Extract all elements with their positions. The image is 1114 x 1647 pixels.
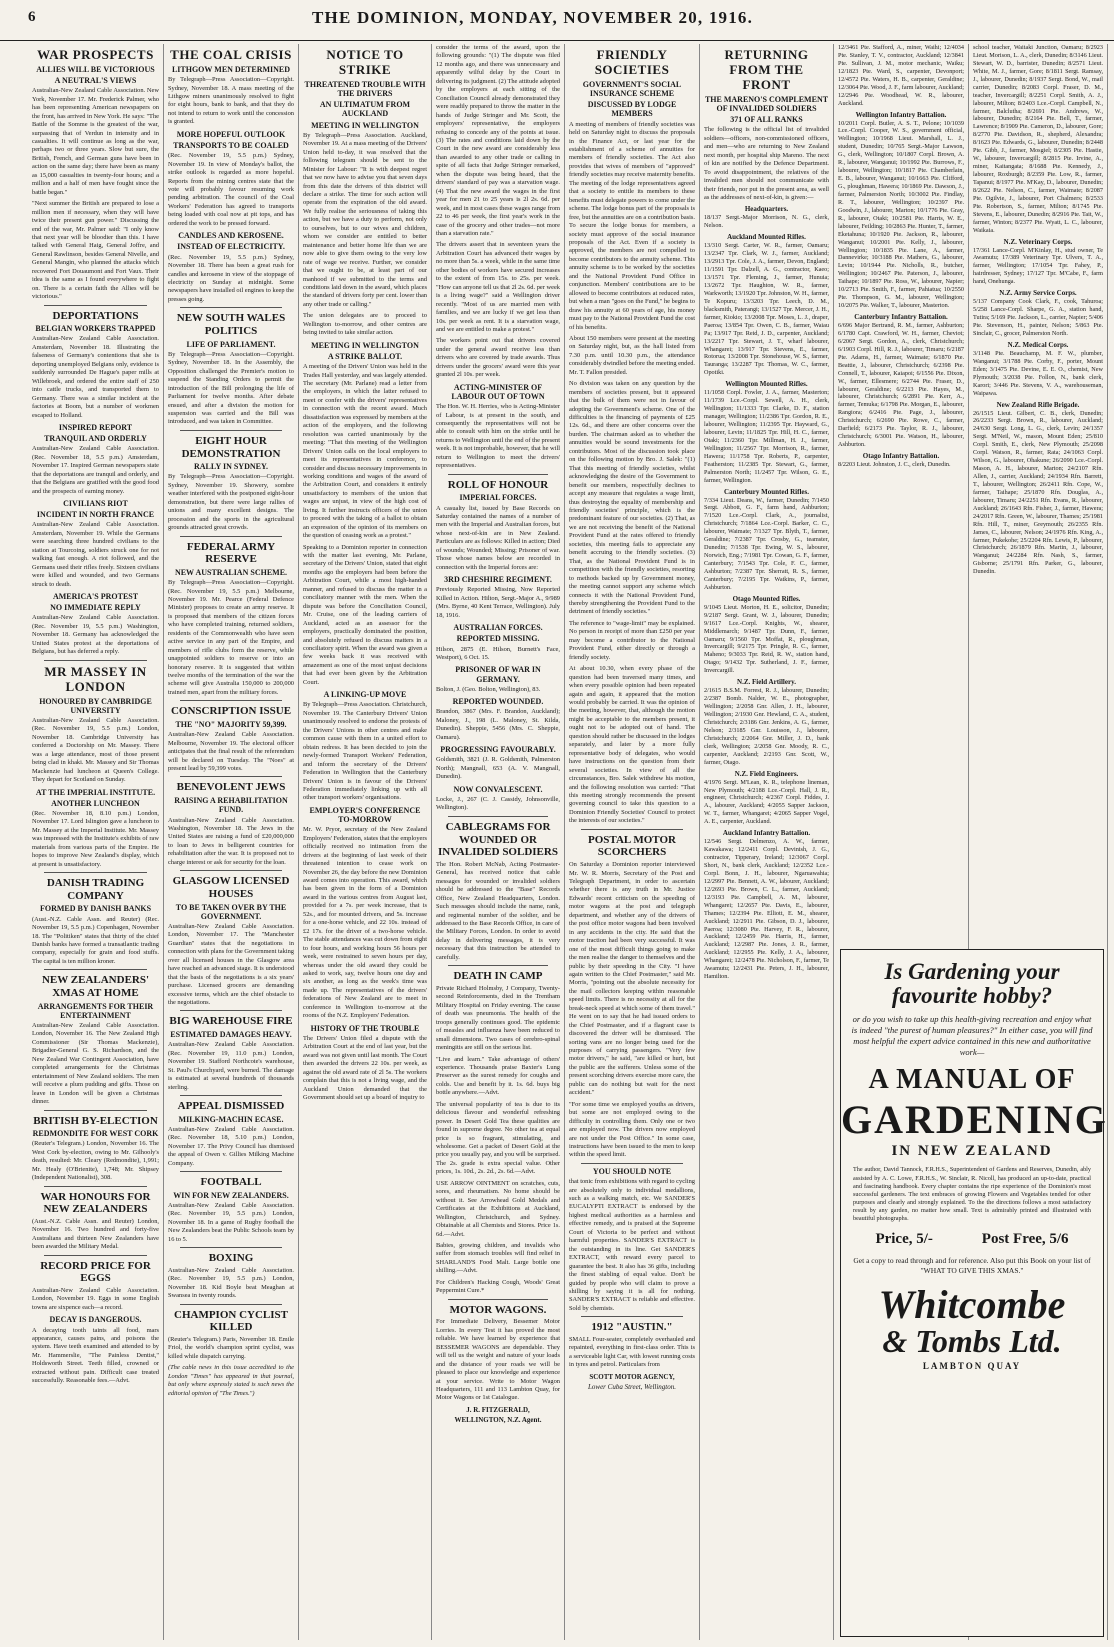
ad-title-manual: A MANUAL OF — [868, 1064, 1076, 1096]
unit-heading: N.Z. Army Service Corps. — [999, 289, 1077, 298]
unit-heading: Wellington Mounted Rifles. — [725, 380, 808, 389]
article-text: A meeting of the Drivers' Union was held in the Trades Hall yesterday, and was largely attended. The secretary (Mr. Parlane) read a letter from the employers, in which the latter refused to meet or confer with the drivers' representatives in connection with the recent award. Much dissatisfaction was expressed by members at the action of the employers, and the following resolution was carried unanimously by the meeting: "That this meeting of the Wellington Drivers' Union calls on the local employers to meet its representatives in conference, to consider and discuss necessary improvements in working conditions and wages of the award of the Arbitration Court, and considers it entirely unsatisfactory to members of the union that wages are unjust, in view of the high cost of living. It further instructs officers of the union to proceed with the taking of a ballot to obtain an expression of the opinion of its members on the question of ceasing work as a protest." — [303, 363, 427, 540]
headline: FOOTBALL — [200, 1176, 262, 1189]
divider — [180, 870, 282, 871]
subheadline: REDMONDITE FOR WEST CORK — [32, 1129, 159, 1139]
subheadline: LITHGOW MEN DETERMINED — [171, 64, 291, 74]
subheadline: REPORTED MISSING. — [456, 634, 540, 644]
column-3 — [299, 44, 432, 1640]
article-text: "Next summer the British are prepared to lose a million men if necessary, when they will have twice their present gun power." Discussing the end of the war, Mr. Palmer said: "I only know that next year will be bloodier than this. I have talked with General Haig, General Joffre, and General Rawlinson, besides General Nivelle, and General Mangin, who planned the attacks which recovered Fort Douaumont and Fort Vaux. Their idea is the same as I found everywhere to fight on. There is a certain faith the Allies will be victorious." — [32, 200, 159, 301]
divider — [448, 1299, 548, 1300]
casualty-list: 3/1148 Pte. Beauchamp, M. F. W., plumber, Wanganui; 3/1788 Pte. Corby, F., porter, Mount Eden; 3/1475 Pte. Devine, E. E. O., chemist, New Plymouth; 3/2038 Pte. Follon, N., bank clerk, Karori; 3/446 Pte. Stevens, V. A., warehouseman, Waipawa. — [973, 349, 1103, 397]
subheadline: THE "NO" MAJORITY 59,399. — [175, 720, 287, 730]
article-text: Australian-New Zealand Cable Association. Amsterdam, November 19. While the Germans were searching three hundred civilians to the station at Tourcoing, soldiers struck one for not walking fast enough. A riot followed, and the Germans used their rifles freely. Sixteen civilians were killed and wounded, and two Germans struck to death. — [32, 521, 159, 588]
casualty-list: 17/361 Lance-Corpl. M'Kinlay, H., stud owner, Te Awamutu; 17/389 Veterinary Tpr. Ulvers, T. A., farmer, Wellington; 17/1054 Tpr. Fahey, P., hairdresser, Sydney; 17/127 Tpr. M'Cabe, F., farm hand, Onehunga. — [973, 246, 1103, 286]
divider — [44, 872, 147, 873]
casualty-list: 8/2203 Lieut. Johnston, J. C., clerk, Dunedin. — [838, 461, 951, 468]
article-text: A meeting of members of friendly societies was held on Saturday night to discuss the proposals in the Finance Act, or last year for the establishment of a scheme of annuities for members of friendly societies. The Act also provides that wives of members of "approved" friendly societies may receive maternity benefits. The meeting of the lodge representatives agreed that a society to entitle its members to these benefits must delegate powers to come under the scheme. The lodge bonus part of the proposals is free, but the annuities are on a contribution basis. To secure the lodge bonus for members, a society must approve of the social insurance proposals of the Act. Even if a society is approved, the members are not compelled to become contributors to the annuity scheme. This annuity scheme is to be worked by the societies and the National Provident Fund Office in conjunction. Members' contributions are to be allowed to become contributors at reduced rates, but when a man "goes on the Fund," he begins to draw his annuity at 60 years of age, his money must pay to the National Provident Fund the cost of his benefits. — [569, 120, 695, 331]
page-number: 6 — [28, 9, 36, 25]
article-text: Locke, J., 267 (C. J. Cassidy, Johnsonville, Wellington). — [436, 795, 560, 812]
subheadline: RAISING A REHABILITATION FUND. — [174, 796, 288, 815]
subheadline: ANOTHER LUNCHEON — [51, 798, 140, 808]
subheadline: REPORTED WOUNDED. — [452, 697, 544, 707]
gardening-advertisement — [840, 949, 1108, 1637]
headline: NOTICE TO STRIKE — [326, 47, 404, 77]
article-text: (Aust.-N.Z. Cable Assn. and Reuter) (Rec. November 19, 5.5 p.m.) Copenhagen, November 18. The "Politiken" states that thirty of the chief Danish banks have formed a transatlantic trading company, especially for grain and food stuffs. The capital is ten million kroner. — [32, 915, 159, 965]
article-text: (Rec. November 19, 5.5 p.m.) Sydney, November 19. In view of Monday's ballot, the strike outlook is regarded as more hopeful. Reports from the mining centres state that the vote will probably favour resuming work pending arbitration. The council of the Coal Workers' Federation has agreed to transports being loaded with coal now at pit tops, and has ordered the work to be pressed forward. — [168, 152, 294, 227]
subheadline: 3RD CHESHIRE REGIMENT. — [444, 575, 552, 585]
subheadline: MILKING-MACHIN ECASE. — [178, 1114, 284, 1124]
subheadline: HISTORY OF THE TROUBLE — [310, 1023, 420, 1033]
article-text: A casualty list, issued by Base Records on Saturday contained the names of a number of men with the Imperial and Australian forces, but whose next-of-kin are in New Zealand. Particulars are as follows: Killed in action; Died of wounds; Wounded; Missing; Prisoner of war. Those whose names below are recorded in connection with the Imperial forces are: — [436, 504, 560, 571]
article-text: (Reuter's Telegram.) Paris, November 18. Emile Friol, the world's champion sprint cyclist, was killed while dispatch carrying. — [168, 1335, 294, 1360]
article-text: (Rec. November 19, 5.5 p.m.) Sydney, November 18. There has been a great rush for candles and kerosene in view of the stoppage of electricity on Sunday at midnight. Some newspapers have installed oil engines to keep the presses going. — [168, 253, 294, 303]
subheadline: INSTEAD OF ELECTRICITY. — [177, 242, 285, 252]
advertisement-text: Babies, growing children, and invalids who suffer from stomach troubles will find relief in SHARLAND'S Food Malt. Large bottle one shilling.—Advt. — [436, 1242, 560, 1275]
headline: WAR HONOURS FOR NEW ZEALANDERS — [40, 1190, 151, 1216]
advertisement-text: For Children's Hacking Cough, Woods' Great Peppermint Cure.* — [436, 1278, 560, 1295]
article-text: The drivers assert that in seventeen years the Arbitration Court has advanced their wages by no more than 5s. a week, while in the same time other bodies of workers have secured increases to the extent of from 15s. to 25s. per week. "How can anyone tell us that 2l 2s. 6d. per week is a living wage?" said a Wellington driver recently. "Most of us are married men with families, and we are lucky if we get less than 10s. per week as rent. It is a starvation wage, and we are entitled to make a protest." — [436, 241, 560, 333]
subheadline: A LINKING-UP MOVE — [323, 690, 407, 700]
headline: CONSCRIPTION ISSUE — [170, 705, 292, 718]
article-text: consider the terms of the award, upon the following grounds: "(1) The dispute was filed 12 months ago, and there was unnecessary and apparently wilful delay by the Court in delivering its judgment. (2) The attitude adopted by the employers at each sitting of the Conciliation Council already demonstrated they were readily prepared to throw the matter in the hands of Judge Stringer and Mr. Scott, the employers' representative, the employers refusing to concede any of the points at issue. (3) The rates and conditions laid down by the Court in the new award are considerably less than awarded to any other trade or calling in spite of all facts that Judge Stringer remarked, when the dispute was being heard, that the drivers' standard of pay was a starvation wage. (4) That the new award the wages in the first year for men 21 to 25 years is 2l 2s. 6d. per week, and in most cases these wages range from 22 to 46 per week, the first year's work in the case of the grocery and other trades—not more than a starvation rate." — [436, 44, 560, 237]
masthead — [0, 0, 1114, 41]
subheadline: FORMED BY DANISH BANKS — [39, 904, 152, 914]
divider — [581, 1163, 683, 1164]
subheadline: IMPERIAL FORCES. — [459, 493, 537, 503]
casualty-list: 9/1045 Lieut. Morton, H. E., solicitor, Dunedin; 9/2187 Sergt. Grant, W. J., labourer, Dunedin; 9/1617 Lce.-Corpl. Knights, W., shearer, Middlemarch; 9/1487 Tpr. Dunn, F., farmer, Oamaru; 9/1560 Tpr. Moffat, R., ploughman, Invercargill; 9/2175 Tpr. Pringle, R. C., farmer, Maheno; 9/3033 Tpr. Reid, R. W., station hand, Otago; 9/1432 Tpr. Sutherland, J. F., farmer, Invercargill. — [704, 603, 829, 675]
advertisement-text: For Immediate Delivery, Bessemer Motor Lorries. In every Test it has proved the most reliable. We have learned by experience that BESSEMER WAGONS are dependable. They will tell us the weight and nature of your loads and the distance of your roads we will be pleased to place our knowledge and experience at your service. Write to Motor Wagon Headquarters, 111 and 113 Lambton Quay, for Motor Wagons or 1st Catalogue. — [436, 1318, 560, 1402]
casualty-list: 12/546 Sergt. Delmenzo, A. W., farmer, Kawakawa; 12/2411 Corpl. Devinish, J. G., contractor, Tipperary, Ireland; 12/3067 Corpl. Short, N., bank clerk, Auckland; 12/2352 Lce.-Corpl. Bonn, J. H., labourer, Ngaruawahia; 12/2997 Pte. Bennett, A. W., labourer, Auckland; 12/2693 Pte. Brown, C. L., farmer, Auckland; 12/3193 Pte. Campbell, A. M., labourer, Whangarei; 12/2657 Pte. Davis, E., labourer, Thames; 12/2394 Pte. Elliott, E. M., shearer, Auckland; 12/2911 Pte. Gibson, D. J., labourer, Paeroa; 12/3080 Pte. Harvey, F. R., labourer, Auckland; 12/2459 Pte. Harris, H., farmer, Auckland; 12/2987 Pte. Jones, J. R., farmer, Auckland; 12/2955 Pte. Kelly, J. A., labourer, Whangarei; 12/2478 Pte. Nicholson, F., farmer, Te Awamutu; 12/2431 Pte. Peters, J. H., labourer, Hamilton. — [704, 838, 829, 981]
unit-heading: Wellington Infantry Battalion. — [855, 110, 947, 119]
divider — [180, 307, 282, 308]
subheadline: DISCUSSED BY LODGE MEMBERS — [587, 100, 677, 119]
unit-heading: Canterbury Infantry Battalion. — [854, 313, 948, 321]
headline: FEDERAL ARMY RESERVE — [186, 540, 276, 566]
headline: RECORD PRICE FOR EGGS — [40, 1259, 151, 1285]
casualty-list: 4/1976 Sergt. M'Lean, K. R., telephone lineman, New Plymouth; 4/2188 Lce.-Corpl. Hall, J. R., engineer, Christchurch; 4/2367 Corpl. Fiddes, J. A., labourer, Auckland; 4/2055 Sapper Jackson, W. T., farmer, Whangarei; 4/2065 Sapper Vogel, A. E., carpenter, Auckland. — [704, 778, 829, 826]
subheadline: GOVERNMENT'S SOCIAL INSURANCE SCHEME — [582, 79, 682, 99]
headline: CHAMPION CYCLIST KILLED — [174, 1308, 288, 1334]
divider — [180, 700, 282, 701]
article-text: No division was taken on any question by the members of societies present, but it appeared that the bulk of them were not in favour of adopting the Government's scheme. One of the difficulties is the financing of payments of £25 12s. 6d., and there are other concerns over the burden. The chairman asked as to whether the annuities would be sound investments for the contributors. Most of the discussion took place on the following motion by Bro. J. Salek: "(1) That this meeting of friendly societies, whilst acknowledging the desire of the Government to benefit our members, respectfully declines to accept any measure that regulates a wage limit, thus destroying the equality of membership and friendly societies' principle, which is the predominant feature of our societies. (2) That, as we are not receiving the benefit of the National Provident Fund at the rates offered to friendly societies, this meeting fails to appreciate any benefit accruing to the friendly societies. (3) That, as the National Provident Fund is in competition with the friendly societies, resorting to methods backed up by Government money, the meeting cannot support any scheme which connects it with the National Provident Fund, thereby strengthening the Provident Fund to the detriment of friendly societies." — [569, 380, 695, 616]
article-text: Brandon, 3867 (Mrs. F. Brandon, Auckland); Maloney, J., 198 (L. Maloney, St. Kilda, Dunedin). Sheppie, 5456 (Mrs. C. Sheppie, Oamaru). — [436, 708, 560, 741]
divider — [180, 1247, 282, 1248]
article-text: Bolton, J. (Geo. Bolton, Wellington), 83. — [436, 685, 541, 693]
subheadline: MORE HOPEFUL OUTLOOK — [176, 129, 286, 139]
ad-postage: Post Free, 5/6 — [981, 1230, 1069, 1247]
headline: DEATH IN CAMP — [453, 970, 543, 983]
headline: EIGHT HOUR DEMONSTRATION — [181, 434, 281, 460]
casualty-list: 13/310 Sergt. Carter, W. R., farmer, Oamaru; 13/2347 Tpr. Clark, W. J., farmer, Auckland; 13/2913 Tpr. Cole, J. A., farmer, Devon, England; 11/1591 Tpr. Dalzell, A. G., contractor, Kaeo; 13/1571 Tpr. Fleming, J., farmer, Hunuia; 13/2672 Tpr. Haughton, W. R., farmer, Warkworth; 13/1920 Tpr. Johnston, W. H., farmer, Te Kopuru; 13/3203 Tpr. Leech, D. M., blacksmith, Paterangi; 13/1527 Tpr. Mercer, J. H., farmer, Kiokio; 13/2008 Tpr. Moses, L. J., draper, Paeroa; 13/854 Tpr. Owen, C. B., farmer, Waiau Pa; 13/917 Tpr. Reid, J. D., carpenter, Auckland; 13/2217 Tpr. Stewart, J. T., wharf labourer, Whangarei; 13/917 Tpr. Stevens, E., farmer, Rotorua; 13/2008 Tpr. Stonehouse, W. S., farmer, Tauranga; 13/2287 Tpr. Thomas, W. C., farmer, Opotiki. — [704, 242, 829, 377]
article-text: Australian-New Zealand Cable Association. (Rec. November 18, 5.5 p.m.) Amsterdam, November 17. Inspired German newspapers state that the deportations are tranquil and orderly, and that the Belgians are gratified with the good food and the prospects of earning money. — [32, 445, 159, 495]
subheadline: PRISONER OF WAR IN GERMANY. — [455, 665, 541, 684]
article-text: The following is the official list of invalided soldiers—officers, non-commissioned officers, and men—who are returning to New Zealand next month, per hospital ship Mareno. The next of kin are notified by the Defence Department. To avoid disappointment, the relatives of the invalided men should not communicate with their friends, nor put in the present area, as well as the addresses of next-of-kin, is given:— — [704, 126, 829, 201]
divider — [44, 1255, 147, 1256]
article-text: About 150 members were present at the meeting on Saturday night, but, as the hall listed from 7.30 p.m. until 10.30 p.m., the attendance considerably dwindled before the meeting ended. Mr. T. Fallon presided. — [569, 334, 695, 376]
casualty-list: 7/334 Lieut. Deans, W., farmer, Dunedin; 7/1450 Sergt. Abbott, G. F., farm hand, Ashburton; 7/1520 Lce.-Corpl. Clark, A., journalist, Christchurch; 7/1864 Lce.-Corpl. Barker, C. C., labourer, Waimate; 7/1327 Tpr. Blyth, T., farmer, Geraldine; 7/2387 Tpr. Crosby, G., teamster, Dunedin; 7/1538 Tpr. Ewing, W. S., labourer, Norwich, Eng.; 7/1981 Tpr. Cowan, G. F., farmer, Canterbury; 7/1543 Tpr. Cole, F. C., farmer, Ashburton; 7/2387 Tpr. Sherratt, R. S., farmer, Canterbury; 7/2195 Tpr. Watkins, P., farmer, Ashburton. — [704, 496, 829, 591]
article-text: Australian-New Zealand Cable Association. (Rec. November 19, 5.5 p.m.) London, November 18. In a game of Rugby football the New Zealanders beat the Public Schools team by 16 to 5. — [168, 1201, 294, 1243]
article-text: By Telegraph—Press Association—Copyright. Sydney, November 18. A mass meeting of the Lithgow miners unanimously resolved to fight for eight hours, bank to bank, and that they do not intend to return to work until the concession is granted. — [168, 76, 294, 126]
subheadline: THREATENED TROUBLE WITH THE DRIVERS — [304, 79, 426, 99]
unit-heading: Auckland Mounted Rifles. — [727, 233, 806, 242]
subheadline: THE MARENO'S COMPLEMENT OF INVALIDED SOLDIERS — [704, 94, 829, 113]
headline: ROLL OF HONOUR — [447, 478, 549, 491]
headline: RETURNING FROM THE FRONT — [724, 47, 809, 92]
headline: NEW ZEALANDERS' XMAS AT HOME — [41, 974, 150, 999]
ad-agent-name: J. R. FITZGERALD, — [466, 1405, 530, 1414]
column-6 — [700, 44, 834, 1640]
subheadline: EMPLOYER'S CONFERENCE TO-MORROW — [309, 805, 421, 825]
subheadline: WIN FOR NEW ZEALANDERS. — [173, 1190, 289, 1200]
unit-heading: N.Z. Field Artillery. — [737, 678, 796, 687]
headline: POSTAL MOTOR SCORCHERS — [588, 833, 676, 859]
subheadline: AT THE IMPERIAL INSTITUTE. — [35, 787, 156, 797]
divider — [44, 660, 147, 661]
ad-headline: YOU SHOULD NOTE — [592, 1166, 672, 1176]
unit-heading: N.Z. Field Engineers. — [734, 769, 799, 778]
headline: DANISH TRADING COMPANY — [46, 877, 145, 902]
divider — [44, 969, 147, 970]
casualty-list: 12/3461 Pte. Stafford, A., miner, Waihi; 12/4034 Pte. Stanley, T. V., contractor, Auckland; 12/3841 Pte. Sullivan, J. M., motor mechanic, Waiku; 12/1823 Pte. Ward, S., carpenter, Devonport; 12/4572 Pte. Waters, H. B., carpenter, Geraldine; 12/3064 Pte. Wood, J. F., farm labourer, Auckland; 12/2946 Pte. Woodhead, W. R., labourer, Auckland. — [838, 44, 964, 107]
ad-title-nz: IN NEW ZEALAND — [891, 1143, 1053, 1160]
unit-heading: Headquarters. — [744, 205, 789, 214]
article-text: Australian-New Zealand Cable Association. (Rec. November 19, 5.5 p.m.) London, November 18. Cambridge University has conferred a Doctorship on Mr. Massey. There was a large attendance, most of those present being clad in khaki. Mr. Massey and Sir Thomas Mackenzie had luncheon at Queen's College. They depart for Scotland on Sunday. — [32, 716, 159, 784]
casualty-list: 11/1058 Corpl. Fowler, J. A., farmer, Masterton; 11/1739 Lce.-Corpl. Sewell, A. H., clerk, Wellington; 11/1333 Tpr. Clarke, D. F., station manager, Wellington; 11/2386 Tpr. Gordon, R. E., labourer, Wellington; 11/2395 Tpr. Hayward, G., labourer, Levin; 11/1825 Tpr. Hill, H. C., farmer, Otaki; 11/2360 Tpr. Millman, H. J., farmer, Wellington; 11/2567 Tpr. Morrison, R., farmer, Hawera; 11/1758 Tpr. Roberts, P., carpenter, Featherston; 11/2385 Tpr. Stewart, G., farmer, Palmerston North; 11/2457 Tpr. Wilson, G. E., farmer, Wellington. — [704, 389, 829, 484]
subheadline: ESTIMATED DAMAGES HEAVY. — [170, 1030, 292, 1040]
headline: BIG WAREHOUSE FIRE — [169, 1015, 293, 1028]
divider — [581, 1316, 683, 1317]
ad-headline: 1912 "AUSTIN." — [591, 1321, 673, 1334]
article-text: Previously Reported Missing, Now Reported Killed in Action. Hilton, Sergt.-Major A., 9/989 (Mrs. Byrne, 40 Kent Terrace, Wellington). July 18, 1916. — [436, 586, 560, 619]
article-text: Australian-New Zealand Cable Association. London, November 16. The New Zealand High Commissioner (Sir Thomas Mackenzie), Brigadier-General G. S. Richardson, and the New Zealand War Contingent Association, have completed arrangements for the Christmas entertainment of New Zealand soldiers. The men will receive a plum pudding and gifts. Those on leave in London will be given a Christmas dinner. — [32, 1022, 159, 1106]
subheadline: AUSTRALIAN FORCES. — [453, 623, 543, 633]
unit-heading: Otago Infantry Battalion. — [862, 452, 940, 460]
divider — [180, 1171, 282, 1172]
advertisement-text: SMALL Four-seater, completely overhauled and repainted, everything in first-class order. This is a serviceable light Car, with lowest running costs in tyres and petrol. Particulars from — [569, 1336, 695, 1369]
article-text: By Telegraph—Press Association. Christchurch, November 19. The Canterbury Drivers' Union unanimously resolved to endorse the protests of the Drivers' Unions in other centres and make common cause with them in a united effort to obtain redress. It has been decided to join the newly-formed Transport Workers' Federation, and inform the secretary of the Drivers' Federation in Wellington that the Canterbury Drivers' Union is in favour of the Drivers' Federation immediately linking up with all other transport workers' organisations. — [303, 701, 427, 802]
headline: WAR PROSPECTS — [37, 47, 154, 62]
divider — [448, 474, 548, 475]
subheadline: A NEUTRAL'S VIEWS — [54, 76, 137, 86]
article-text: The workers point out that drivers covered under the general award receive less than drivers who are covered by trade awards. Thus drivers under the grocers' award were this year granted 2l 10s. per week. — [436, 337, 560, 379]
article-text: The Hon. W. H. Herries, who is Acting-Minister of Labour, is at present in the south, and consequently the representatives will not be able to consult with him on the strike until he returns to Wellington until the end of the present week. It is not improbable, however, that he will return to Wellington to meet the drivers' representatives. — [436, 403, 560, 470]
casualty-list: 2/1615 B.S.M. Forrest, R. J., labourer, Dunedin; 2/2387 Bomb. Nalder, W. E., photographer, Wellington; 2/2058 Gnr. Allen, J. H., labourer, Wellington; 2/1930 Gnr. Hewland, C. A., student, Christchurch; 2/3186 Gnr. Jenkins, A. G., farmer, Nelson; 2/3185 Gnr. Louisson, J., labourer, Christchurch; 2/2064 Gnr. Miller, J. D., bank clerk, Wellington; 2/2058 Gnr. Moody, R. C., carpenter, Auckland; 2/2193 Gnr. Scott, W., farmer, Otago. — [704, 687, 829, 766]
advertisement-text: that tonic from exhibitions with regard to cycling are absolutely only to individual medallions, such as a walking match, etc. We SANDER'S EUCALYPTI EXTRACT is endorsed by the highest medical authorities as a harmless and effective remedy, and is praised at the Supreme Court of Victoria to be perfect and without harmful properties. SANDER'S EXTRACT is the outstanding in its line. Get SANDER'S EXTRACT, with reward every parcel to guarantee the best. It also has 36 gifts, including the finest stabling of equal value. Don't be guided by people who will claim to prove a shilling by saying it is all for nothing. SANDER'S EXTRACT is reliable and effective. Sold by chemists. — [569, 1178, 695, 1312]
article-text: The union delegates are to proceed to Wellington to-morrow, and other centres are being invited to take similar action. — [303, 312, 427, 337]
advertisement-text: USE ARROW OINTMENT on scratches, cuts, sores, and rheumatism. No home should be without it. See Arrowhead Gold Medals and Certificates at the Exhibitions at Auckland, Wellington, Christchurch, and Sydney. Obtainable at all Chemists and Stores. Price 1s. 6d.—Advt. — [436, 1179, 560, 1238]
headline: FRIENDLY SOCIETIES — [594, 47, 670, 77]
subheadline: BELGIAN WORKERS TRAPPED — [35, 324, 156, 334]
unit-heading: N.Z. Medical Corps. — [1007, 340, 1069, 349]
ad-brand-suffix: & Tombs Ltd. — [882, 1323, 1062, 1360]
columns — [28, 44, 1108, 1640]
subheadline: RALLY IN SYDNEY. — [193, 462, 269, 472]
divider — [581, 829, 683, 830]
subheadline: PROGRESSING FAVOURABLY. — [440, 745, 556, 755]
ad-headline: Is Gardening your favourite hobby? — [884, 959, 1060, 1009]
article-text: Australian-New Zealand Cable Association. Amsterdam, November 18. Illustrating the falseness of Germany's contentions that she is deporting unemployed Belgians only, evidence is suddenly surrounded De Hague's paper mills at Willebroek, and ordered the entire staff of 250 into cattle trucks, and transported them to Germany. There was a similar incident at the factories at Boom, but a number of workmen escaped to Holland. — [32, 335, 159, 419]
headline: CABLEGRAMS FOR WOUNDED OR INVALIDED SOLDIERS — [438, 820, 558, 859]
subheadline: AMERICA'S PROTEST — [52, 592, 139, 602]
subheadline: INCIDENT IN NORTH FRANCE — [36, 510, 155, 520]
unit-heading: New Zealand Rifle Brigade. — [996, 400, 1080, 409]
unit-heading: Auckland Infantry Battalion. — [722, 829, 811, 838]
article-text: Hilson, 2875 (E. Hilson, Burnett's Face, Westport), 6 Oct. 15. — [436, 645, 560, 661]
headline: BRITISH BY-ELECTION — [33, 1114, 158, 1127]
advertisement-text: "Live and learn." Take advantage of others' experience. Thousands praise Baxter's Lung Preserver as the surest remedy for coughs and colds. Use and benefit by it. 1s. 6d. buys big bottle anywhere.—Advt. — [436, 1055, 560, 1097]
advertisement-text: The universal popularity of tea is due to its delicious flavour and wonderful refreshing power. In Desert Gold Tea these qualities are found in supreme degree. No other tea at equal price is so fragrant, stimulating, and wholesome. Get a packet of Desert Gold at the price you usually pay, and you will be surprised. The 2s. grade is extra special value. Other prices, 1s. 10d., 2s. 2d., 2s. 6d.—Advt. — [436, 1100, 560, 1176]
divider — [180, 536, 282, 537]
column-4 — [432, 44, 565, 1640]
article-text: (Reuter's Telegram.) London, November 16. The West Cork by-election, owing to Mr. Gilhooly's death, resulted: Mr. Cleary (Redmondite), 1,991; Mr. Healy (O'Brienite), 1,748; Mr. Shipsey (Independent Nationalist), 308. — [32, 1140, 159, 1182]
subheadline: NOW CONVALESCENT. — [453, 784, 543, 794]
ad-agent-location: Lower Cuba Street, Wellington. — [588, 1382, 676, 1391]
article-text: Goldsmith, 3821 (J. R. Goldsmith, Palmerston North); Mangnall, 653 (A. V. Mangnall, Dunedin). — [436, 756, 560, 781]
subheadline: A STRIKE BALLOT. — [327, 351, 403, 361]
newspaper-title: THE DOMINION, MONDAY, NOVEMBER 20, 1916. — [312, 8, 754, 27]
subheadline: ALLIES WILL BE VICTORIOUS — [36, 64, 155, 74]
casualty-list: 5/137 Company Cook Clark, F., cook, Tahuroa; 5/258 Lance-Corpl. Sharpe, G. A., station hand, Tutira; 5/169 Pte. Jackson, L., carrier, Napier; 5/406 Pte. Stevenson, H., painter, Nelson; 5/863 Pte. Sinclair, C., grocer, Palmerston North. — [973, 298, 1103, 337]
editorial-note: (The cable news in this issue accredited to the London "Times" has appeared in that journal, but only where expressly stated is such news the editorial opinion of "The Times.") — [168, 1364, 294, 1397]
article-text: Australian-New Zealand Cable Association. (Rec. November 19, 5.5 p.m.) Washington, November 18. Germany has acknowledged the United States protest at the deportations of Belgians, but has deferred a reply. — [32, 614, 159, 656]
ad-intro-text: or do you wish to take up this health-giving recreation and enjoy what is indeed "the purest of human pleasures?" In either case, you will find most helpful the expert advice contained in this new and authoritative work— — [851, 1014, 1093, 1058]
divider — [180, 1095, 282, 1096]
casualty-list: 6/696 Major Bertrand, R. M., farmer, Ashburton; 6/1780 Capt. Crawford, W. H., farmer, Cheviot; 6/2067 Sergt. Gordon, A., clerk, Christchurch; 6/1903 Corpl. Hill, R. J., labourer, Timaru; 6/2187 Pte. Adams, H., farmer, Waimate; 6/1870 Pte. Beattie, J., labourer, Christchurch; 6/2398 Pte. Connell, T., labourer, Kaiapoi; 6/1556 Pte. Dixon, W., farmer, Ellesmere; 6/2744 Pte. Fraser, D., labourer, Geraldine; 6/2213 Pte. Hayes, M., labourer, Christchurch; 6/2891 Pte. Kerr, A., farmer, Temuka; 6/1798 Pte. Morgan, E., labourer, Rangiora; 6/2416 Pte. Page, J., labourer, Christchurch; 6/2690 Pte. Rowe, C., farmer, Darfield; 6/2173 Pte. Taylor, R. J., labourer, Christchurch; 6/3001 Pte. Watson, H., labourer, Ashburton. — [838, 322, 964, 449]
casualty-list: 26/1515 Lieut. Gilbert, C. B., clerk, Dunedin; 26/2233 Sergt. Brown, R., labourer, Auckland; 24/630 Sergt. Long, L. G., clerk, Levin; 24/1357 Sergt. M'Neil, W., mason, Mount Eden; 25/810 Corpl. Smith, E., clerk, New Plymouth; 25/2098 Corpl. Watson, R., farmer, Rata; 24/1063 Corpl. Wilson, G., labourer, Ohakune; 26/2090 Lce.-Corpl. Mason, A. H., labourer, Marton; 24/2107 Rfn. Allen, J., carrier, Auckland; 24/1934 Rfn. Barrett, T., labourer, Wellington; 26/2411 Rfn. Cope, W., farmer, Taihape; 25/1870 Rfn. Douglas, A., labourer, Timaru; 24/2251 Rfn. Evans, R., labourer, Auckland; 26/1643 Rfn. Fisher, J., farmer, Hawera; 24/2017 Rfn. Green, W., labourer, Thames; 25/1981 Rfn. Hill, T., miner, Greymouth; 26/2355 Rfn. James, C., labourer, Nelson; 24/1976 Rfn. King, A., farmer, Pukekohe; 25/2204 Rfn. Lewis, P., labourer, Christchurch; 26/1879 Rfn. Martin, J., labourer, Wanganui; 24/2284 Rfn. Nash, S., farmer, Gisborne; 25/1791 Rfn. Parker, G., labourer, Dunedin. — [973, 409, 1103, 576]
subheadline: INSPIRED REPORT — [58, 423, 133, 432]
ad-location: LAMBTON QUAY — [922, 1361, 1022, 1372]
divider — [180, 1304, 282, 1305]
article-text: By Telegraph—Press Association—Copyright. Sydney, November 18. In the Assembly, the Opposition challenged the Premier's motion to suspend the Standing Orders to permit the introduction of the Bill prolonging the life of Parliament for twelve months. After debate ensued, and after a division the motion for suspension was carried and the Bill was introduced, and was taken in Committee. — [168, 350, 294, 426]
divider — [448, 816, 548, 817]
ad-price-row — [851, 1231, 1093, 1248]
article-text: On Saturday a Dominion reporter interviewed Mr. W. R. Morris, Secretary of the Post and Telegraph Department, in order to ascertain whether there is any truth in Mr. Justice Edwards' recent criticism on the speeding of motor wagons at the post and telegraph department, and whether any of the drivers of the post office motor wagons had been involved in any accidents in the city. He said that the motor traction had been very successful. It was one of the most difficult things going to make the men realise the danger to themselves and the public by their speeding in the City. "I have again written to the Chief Postmaster," said Mr. Morris, "pointing out the absolute necessity for the mail collectors keeping within reasonable speed limits. There is no necessity at all for the break-neck speed at which some of them travel." He went on to say that he had issued orders to the Chief Postmaster, and if a flagrant case is discovered the driver will be dismissed. The sorting vans are no longer being used for the purposes of carrying passengers. "Very few motor drivers," he said, "are killed or hurt, but the public are the sufferers. Unless some of the present scorching drivers exercise more care, the public can do nothing but wait for the next accident." — [569, 861, 695, 1097]
headline: GLASGOW LICENSED HOUSES — [172, 875, 290, 900]
column-5 — [565, 44, 700, 1640]
ad-title-gardening: GARDENING — [841, 1097, 1108, 1143]
subheadline: AN ULTIMATUM FROM AUCKLAND — [319, 100, 411, 119]
subheadline: ARRANGEMENTS FOR THEIR ENTERTAINMENT — [37, 1001, 154, 1020]
divider — [180, 1010, 282, 1011]
subheadline: CIVILIANS RIOT — [63, 499, 128, 509]
casualty-list: 18/137 Sergt.-Major Morrison, N. G., clerk, Nelson. — [704, 214, 829, 230]
unit-heading: N.Z. Veterinary Corps. — [1003, 237, 1073, 246]
article-text: Australian-New Zealand Cable Association. Washington, November 18. The Jews in the United States are raising a fund of £20,000,000 to loan to Jews in belligerent countries for rehabilitation after the war. It is proposed not to charge interest or ask for security for the loan. — [168, 816, 294, 866]
column-1 — [28, 44, 164, 1640]
casualty-list: school teacher, Waitaki Junction, Oamaru; 8/2923 Lieut. Morison, L. A., clerk, Dunedin; 8/3146 Lieut. Stewart, W. D., barrister, Dunedin; 8/2571 Lieut. White, M. J., farmer, Gore; 8/1811 Sergt. Ramsay, J., labourer, Dunedin; 8/1937 Sergt. Bond, W., mail carrier, Dunedin; 8/2083 Corpl. Fraser, D. M., teacher, Invercargill; 8/2251 Corpl. Smith, A. J., labourer, Milton; 8/2403 Lce.-Corpl. Campbell, N., farmer, Balclutha; 8/2691 Pte. Andrews, W., labourer, Dunedin; 8/2164 Pte. Bell, T., farmer, Lawrence; 8/1909 Pte. Cameron, D., labourer, Gore; 8/2770 Pte. Davidson, R., shepherd, Alexandra; 8/1623 Pte. Edwards, G., labourer, Dunedin; 8/2448 Pte. Gibb, J., farmer, Mosgiel; 8/2305 Pte. Hastie, W., labourer, Invercargill; 8/2815 Pte. Irvine, A., miner, Kaitangata; 8/1688 Pte. Kennedy, J., labourer, Roxburgh; 8/2359 Pte. Low, R., farmer, Tapanui; 8/1977 Pte. M'Kay, D., labourer, Dunedin; 8/2622 Pte. Nelson, C., farmer, Waimate; 8/2087 Pte. Ogilvie, J., labourer, Port Chalmers; 8/2533 Pte. Robertson, S., farmer, Milton; 8/1745 Pte. Stevens, E., labourer, Dunedin; 8/2916 Pte. Tait, W., farmer, Winton; 8/2377 Pte. Wyatt, L. C., labourer, Waikaia. — [973, 44, 1103, 234]
subheadline: ACTING-MINISTER OF LABOUR OUT OF TOWN — [451, 382, 545, 401]
article-text: By Telegraph—Press Association—Copyright. Sydney, November 19. Showery, sombre weather interfered with the postponed eight-hour demonstration, but there were large rallies of unions and many excellent designs. The procession and the sports in the agricultural grounds attracted great crowds. — [168, 473, 294, 532]
divider — [180, 430, 282, 431]
article-text: Private Richard Holmsby, J Company, Twenty-second Reinforcements, died in the Trentham Military Hospital on Friday evening. The cause of death was pneumonia. The health of the troops generally continues good. The epidemic of measles and influenza have been reduced to small dimensions. Two cases of cerebro-spinal meningitis are still on the serious list. — [436, 984, 560, 1052]
article-text: The Drivers' Union filed a dispute with the Arbitration Court at the end of last year, but the award was not given until last month. The Court then awarded the drivers 22 10s. per week, as against the old award rate of 2l 5s. The workers complain that this is not a living wage, and the Auckland Union demanded that the Government should set up a board of inquiry to — [303, 1034, 427, 1102]
divider — [44, 1110, 147, 1111]
article-text: Australian-New Zealand Cable Association. London, November 19. Eggs in some English towns are sixpence each—a record. — [32, 1287, 159, 1311]
subheadline: TRANQUIL AND ORDERLY — [44, 434, 147, 444]
subheadline: NO IMMEDIATE REPLY — [50, 603, 141, 613]
subheadline: MEETING IN WELLINGTON — [311, 340, 419, 350]
article-text: "For some time we employed youths as drivers, but some are not employed owing to the difficulty in controlling them. Only one or two are employed now. The drivers now employed are not under the Post Office." In some case, instructions have been issued to the men to keep within the speed limit. — [569, 1100, 695, 1159]
article-text: Speaking to a Dominion reporter in connection with the matter last evening, Mr. Parlane, secretary of the Drivers' Union, stated that eight months ago the employers had been before the Arbitration Court, while a most high-handed manner, and refused to discuss the matter in a conciliatory manner with the men. When the dispute was before the Conciliation Council, Mr. Cruise, one of the leading carriers of Auckland, acted as an assessor for the employers, practically dominated the position, and absolutely refused to discuss matters in a conciliatory spirit. When the award was given a few weeks back it was received with amazement as one of the most unjust decisions that had ever been given by the Arbitration Court. — [303, 543, 427, 686]
column-2 — [164, 44, 299, 1640]
headline: BOXING — [208, 1252, 254, 1265]
article-text: Australian-New Zealand Cable Association. (Rec. November 19, 11.0 p.m.) London, November 19. Stafford Northcote's warehouse, St. Paul's Churchyard, were burned. The damage is estimated at several hundreds of thousands sterling. — [168, 1041, 294, 1091]
article-text: Mr. W. Pryor, secretary of the New Zealand Employers' Federation, states that the employers officially received no intimation from the drivers at the beginning of last week of their threatened intention to cease work on November 26, the day before the new Dominion award comes into operation. This award, which has been given in the form of a Dominion award in the various centres from August last, provided for a 7s. per week increase, that is 52s., and for mounted drivers, and 5s. increase for a one-horse vehicle, and 22 10s. instead of £2 17s. for the driver of a two-horse vehicle. The stable attendances was cut down from eight to four hours, and working hours 56 hours per week, were restrained to seven hours per day, whereas under the old award they could be asked to work, say, twelve hours one day and six another, as long as the week's time was made up. The representatives of the drivers' federations of New Zealand are to meet in conference in Wellington to-morrow at the rooms of the N.Z. Employers' Federation. — [303, 826, 427, 1020]
subheadline: CANDLES AND KEROSENE. — [178, 231, 284, 241]
article-text: By Telegraph—Press Association—Copyright. (Rec. November 19, 5.5 p.m.) Melbourne, November 19. Mr. Pearce (Federal Defence Minister) proposes to create an army reserve. It is proposed that members of the citizen forces who have completed training, returned soldiers, residents of the Commonwealth who have seen active service in any part of the Empire, and members of rifle clubs form the reserve, while unappointed soldiers to reserve or into an honorary reserve. It is suggested that within twelve months of the termination of the war the scheme will give Australia 150,000 to 200,000 trained men, apart from the military forces. — [168, 579, 294, 696]
subheadline: 371 OF ALL RANKS — [730, 115, 803, 125]
article-text: Australian-New Zealand Cable Association. New York, November 17. Mr. Frederick Palmer, who has been representing American newspapers on the front, has arrived in New York. He says: "The Battle of the Somme is the greatest of the war, surpassing that of Verdun in intensity and in casualties. It will continue as long as the war, perhaps two or three years. Slow but sure, the British, French, and German guns have been in action on the same day; there have been as many as 15,000 casualties in twenty-four hours; and a million and a half of men have fought since the battle began." — [32, 87, 159, 196]
subheadline: DECAY IS DANGEROUS. — [49, 1315, 142, 1325]
headline: BENEVOLENT JEWS — [176, 781, 286, 794]
subheadline: TRANSPORTS TO BE COALED — [173, 141, 289, 151]
article-text: Australian-New Zealand Cable Association. Melbourne, November 19. The electoral officer anticipates that the final result of the referendum will be declared on Tuesday. The "Noes" at present lead by 59,399 votes. — [168, 731, 294, 773]
article-text: Australian-New Zealand Cable Association. (Rec. November 19, 5.5 p.m.) London, November 18. Kid Boyle beat Meaghan at Swansea in twenty rounds. — [168, 1266, 294, 1300]
article-text: At about 10.30, when every phase of the question had been traversed many times, and when every possible opinion had been repeated again and again, it appeared that the motion would probably be carried. It was the opinion of the meeting, however, that, although the motion might be acceptable to the members present, it ought not to be adopted out of hand. The question should rather be discussed in the lodges separately, and later by a more fully representative body of delegates, who would have instructions on the question from their several societies. In view of all the circumstances, Bro. Salek withdrew his motion, and the following resolution was carried: "That this meeting strongly recommends the present governing council to take this question to a Dominion Friendly Societies' Council to protect the interests of our societies." — [569, 665, 695, 825]
headline: THE COAL CRISIS — [170, 47, 292, 62]
ad-note: Get a copy to read through and for reference. Also put this Book on your list of "WHAT TO GIVE THIS XMAS." — [853, 1255, 1091, 1275]
article-text: By Telegraph—Press Association. Auckland, November 19. At a mass meeting of the Drivers' Union held to-day, it was resolved that the following telegram should be sent to the Minister for Labour: "It is with deepest regret that we now have to advise you that seven days from this date the drivers of this district will declare a strike. The time for such action will operate from the expiration of the old award. We fully realise the seriousness of taking this action, but we have a duty to perform, not only to ourselves, but to our wives and children, whom we consider are entitled to better maintenance and better home life than we are now able to give them owing to the very low rate of wage we receive. Further, we consider that we ought to be, at least part of our manhood if we submitted to the terms and conditions laid down in the award, which places the standard of drivers forty per cent. lower than any other trade or calling." — [303, 131, 427, 308]
advertisement-text: A decaying tooth taints all food, mars appearance, causes pains, and poisons the system. Have teeth examined and attended to by Mr. Hammerslie, "The Painless Dentist," Holdsworth Street. Teeth filled, crowned or extracted without pain. Difficult case treated successfully. Reasonable fees.—Advt. — [32, 1326, 159, 1385]
subheadline: HONOURED BY CAMBRIDGE UNIVERSITY — [39, 696, 152, 715]
divider — [448, 965, 548, 966]
article-text: The Hon. Robert McNab, Acting Postmaster-General, has received notice that cable messages for wounded or invalided soldiers should be addressed to the "Base" Records Office, New Zealand Headquarters, London. Such messages should include the name, rank, and regimental number of the soldier, and be addressed to the Base Records Office, in care of the Military Forces, London. In order to avoid delay in delivering messages, it is very necessary that this instruction be attended to carefully. — [436, 860, 560, 961]
article-text: (Rec. November 18, 8.10 p.m.) London, November 17. Lord Islington gave a luncheon to Mr. Massey at the Imperial Institute. Mr. Massey was impressed with the Institute's exhibits of raw materials from various parts of the Empire. He hopes to improve New Zealand's display, which at present is unsatisfactory. — [32, 809, 159, 868]
ad-agent-name: SCOTT MOTOR AGENCY, — [589, 1372, 675, 1381]
article-text: The reference to "wage-limit" may be explained. No person in receipt of more than £250 per year may become a contributor to the National Provident Fund, either directly or through a friendly society. — [569, 619, 695, 661]
casualty-list: 10/2011 Corpl. Butler, A. S. T., Pelone; 10/1039 Lce.-Corpl. Cooper, W. S., government official, Wellington; 10/1968 Lieut. Marshall, L. J., student, Dunedin; 10/765 Sergt.-Major Lawson, G., clerk, Wellington; 10/1807 Corpl. Brown, A. R., labourer, Wanganui; 10/1992 Pte. Burrows, F., labourer, Wellington; 10/1817 Pte. Chamberlain, E. B., labourer, Wanganui; 10/1663 Pte. Clifford, G., ploughman, Hawera; 10/1869 Pte. Dawson, J., farmer, Palmerston North; 10/3002 Pte. Findlay, R. T., labourer, Wellington; 10/2397 Pte. Goodwin, J., labourer, Marton; 10/1776 Pte. Gray, R., labourer, Otaki; 10/2581 Pte. Harris, W. E., labourer, Feilding; 10/2863 Pte. Hunter, T., farmer, Eketahuna; 10/1920 Pte. Jackson, R., labourer, Wanganui; 10/2001 Pte. Kelly, J., labourer, Wellington; 10/1835 Pte. Lane, A., farmer, Dannevirke; 10/3188 Pte. Mathers, G., labourer, Levin; 10/1944 Pte. Nicholls, R., butcher, Wellington; 10/2467 Pte. Paterson, J., labourer, Taihape; 10/1897 Pte. Ross, W., labourer, Napier; 10/2713 Pte. Smith, F., farmer, Pahiatua; 10/2550 Pte. Thompson, G. M., labourer, Wellington; 10/2075 Pte. Walker, T., labourer, Masterton. — [838, 119, 964, 310]
subheadline: TO BE TAKEN OVER BY THE GOVERNMENT. — [175, 902, 287, 921]
divider — [44, 1186, 147, 1187]
ad-description: The author, David Tannock, F.R.H.S., Superintendent of Gardens and Reserves, Dunedin, ably assisted by A. C. Lowe, F.R.H.S., W. Sinclair, R. Nicoll, has produced an up-to-date, practical and fascinating handbook. Every chapter contains the ripe experience of the Dominion's most successful gardeners. The text embraces of growing Flowers and Vegetables tended for other purposes and clearly and strongly explained. To the the directions follows a most satisfactory result by any garden, no matter how small. Text is admirably printed and illustrated with beautiful photographs. — [853, 1166, 1091, 1222]
divider — [44, 305, 147, 306]
headline: NEW SOUTH WALES POLITICS — [176, 312, 286, 338]
subheadline: MEETING IN WELLINGTON — [311, 120, 419, 130]
headline: APPEAL DISMISSED — [177, 1099, 285, 1112]
ad-brand-name: Whitcombe — [878, 1282, 1066, 1328]
article-text: Australian-New Zealand Cable Association. London, November 17. The "Manchester Guardian" states that the negotiations in connection with plans for the Government taking over all licensed houses in the Glasgow area have reached an advanced stage. It is understood that the basis of the negotiations is a six years' purchase. Licensed grocers are demanding excessive terms, which are the chief obstacle to the negotiations. — [168, 922, 294, 1006]
divider — [180, 776, 282, 777]
ad-agent-location: WELLINGTON, N.Z. Agent. — [454, 1415, 542, 1424]
ad-headline: MOTOR WAGONS. — [449, 1303, 547, 1316]
article-text: (Aust.-N.Z. Cable Assn. and Reuter) London, November 16. Two hundred and forty-five Australians and thirteen New Zealanders have been awarded the Military Medal. — [32, 1217, 159, 1251]
headline: MR MASSEY IN LONDON — [44, 663, 147, 694]
ad-price: Price, 5/- — [875, 1230, 933, 1247]
headline: DEPORTATIONS — [52, 309, 139, 322]
unit-heading: Canterbury Mounted Rifles. — [724, 487, 809, 496]
subheadline: NEW AUSTRALIAN SCHEME. — [174, 567, 288, 577]
article-text: Australian-New Zealand Cable Association. (Rec. November 18, 5.10 p.m.) London, November 17. The Privy Council has dismissed the appeal of Owen v. Gillies Milking Machine Company. — [168, 1125, 294, 1167]
unit-heading: Otago Mounted Rifles. — [732, 594, 801, 603]
subheadline: LIFE OF PARLIAMENT. — [186, 339, 276, 349]
